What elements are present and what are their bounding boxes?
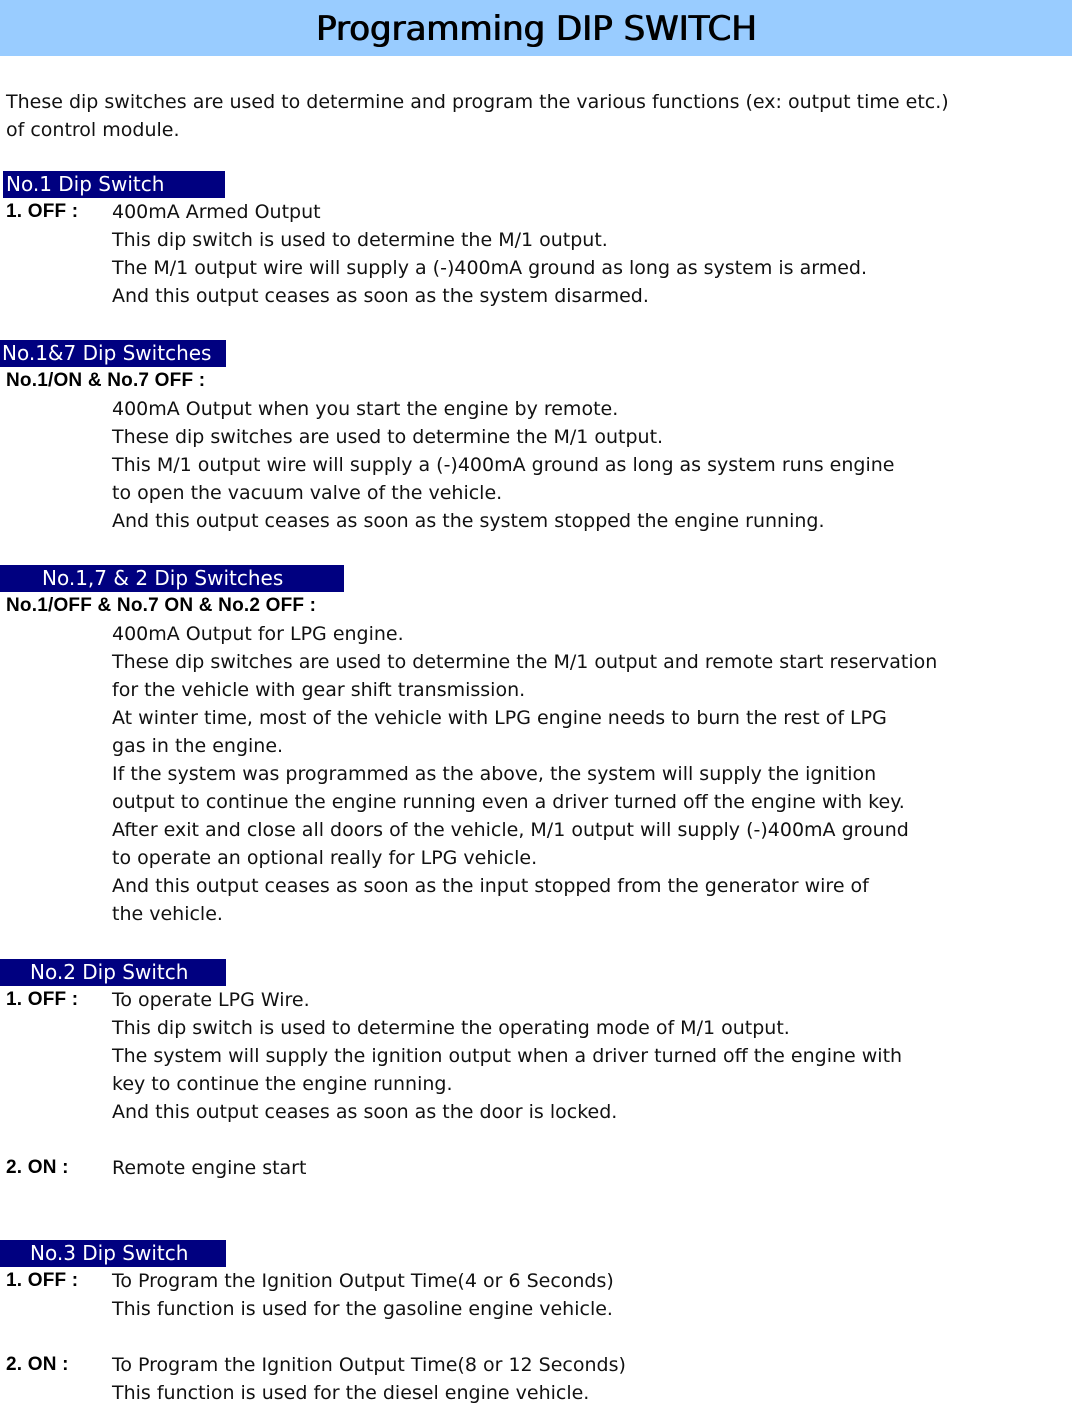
- description-line: And this output ceases as soon as the system stopped the engine running.: [112, 510, 825, 532]
- description-line: And this output ceases as soon as the input stopped from the generator wire of: [112, 875, 869, 897]
- setting-label: No.1/OFF & No.7 ON & No.2 OFF :: [6, 595, 317, 616]
- description-line: 400mA Output when you start the engine by remote.: [112, 398, 619, 420]
- description-line: to open the vacuum valve of the vehicle.: [112, 482, 503, 504]
- description-line: key to continue the engine running.: [112, 1073, 453, 1095]
- setting-label: 2. ON :: [6, 1354, 69, 1375]
- description-line: At winter time, most of the vehicle with LPG engine needs to burn the rest of LPG: [112, 707, 887, 729]
- section-header-dip1-7-2: No.1,7 & 2 Dip Switches: [0, 565, 344, 592]
- description-line: After exit and close all doors of the vehicle, M/1 output will supply (-)400mA ground: [112, 819, 909, 841]
- section-header-dip1: No.1 Dip Switch: [3, 171, 225, 198]
- page-title: Programming DIP SWITCH: [0, 0, 1072, 56]
- description-line: gas in the engine.: [112, 735, 284, 757]
- description-line: 400mA Armed Output: [112, 201, 321, 223]
- description-line: 400mA Output for LPG engine.: [112, 623, 404, 645]
- description-line: The M/1 output wire will supply a (-)400mA ground as long as system is armed.: [112, 257, 867, 279]
- description-line: output to continue the engine running even a driver turned off the engine with key.: [112, 791, 905, 813]
- description-line: This dip switch is used to determine the operating mode of M/1 output.: [112, 1017, 790, 1039]
- description-line: And this output ceases as soon as the system disarmed.: [112, 285, 649, 307]
- setting-label: 2. ON :: [6, 1157, 69, 1178]
- description-line: To operate LPG Wire.: [112, 989, 310, 1011]
- setting-label: 1. OFF :: [6, 201, 79, 222]
- description-line: The system will supply the ignition output when a driver turned off the engine with: [112, 1045, 903, 1067]
- section-header-dip3: No.3 Dip Switch: [0, 1240, 226, 1267]
- description-line: To Program the Ignition Output Time(8 or 12 Seconds): [112, 1354, 626, 1376]
- description-line: This dip switch is used to determine the M/1 output.: [112, 229, 608, 251]
- intro-line: of control module.: [6, 119, 180, 141]
- description-line: To Program the Ignition Output Time(4 or 6 Seconds): [112, 1270, 614, 1292]
- setting-label: 1. OFF :: [6, 1270, 79, 1291]
- description-line: This function is used for the diesel engine vehicle.: [112, 1382, 590, 1404]
- description-line: These dip switches are used to determine the M/1 output and remote start reservation: [112, 651, 938, 673]
- setting-label: 1. OFF :: [6, 989, 79, 1010]
- description-line: These dip switches are used to determine the M/1 output.: [112, 426, 664, 448]
- description-line: This function is used for the gasoline engine vehicle.: [112, 1298, 613, 1320]
- setting-label: No.1/ON & No.7 OFF :: [6, 370, 206, 391]
- description-line: And this output ceases as soon as the door is locked.: [112, 1101, 618, 1123]
- description-line: This M/1 output wire will supply a (-)400mA ground as long as system runs engine: [112, 454, 895, 476]
- description-line: If the system was programmed as the above, the system will supply the ignition: [112, 763, 877, 785]
- intro-line: These dip switches are used to determine and program the various functions (ex: output time etc.): [6, 91, 949, 113]
- section-header-dip2: No.2 Dip Switch: [0, 959, 226, 986]
- description-line: for the vehicle with gear shift transmission.: [112, 679, 526, 701]
- description-line: Remote engine start: [112, 1157, 307, 1179]
- description-line: the vehicle.: [112, 903, 223, 925]
- description-line: to operate an optional really for LPG vehicle.: [112, 847, 538, 869]
- section-header-dip1-7: No.1&7 Dip Switches: [0, 340, 226, 367]
